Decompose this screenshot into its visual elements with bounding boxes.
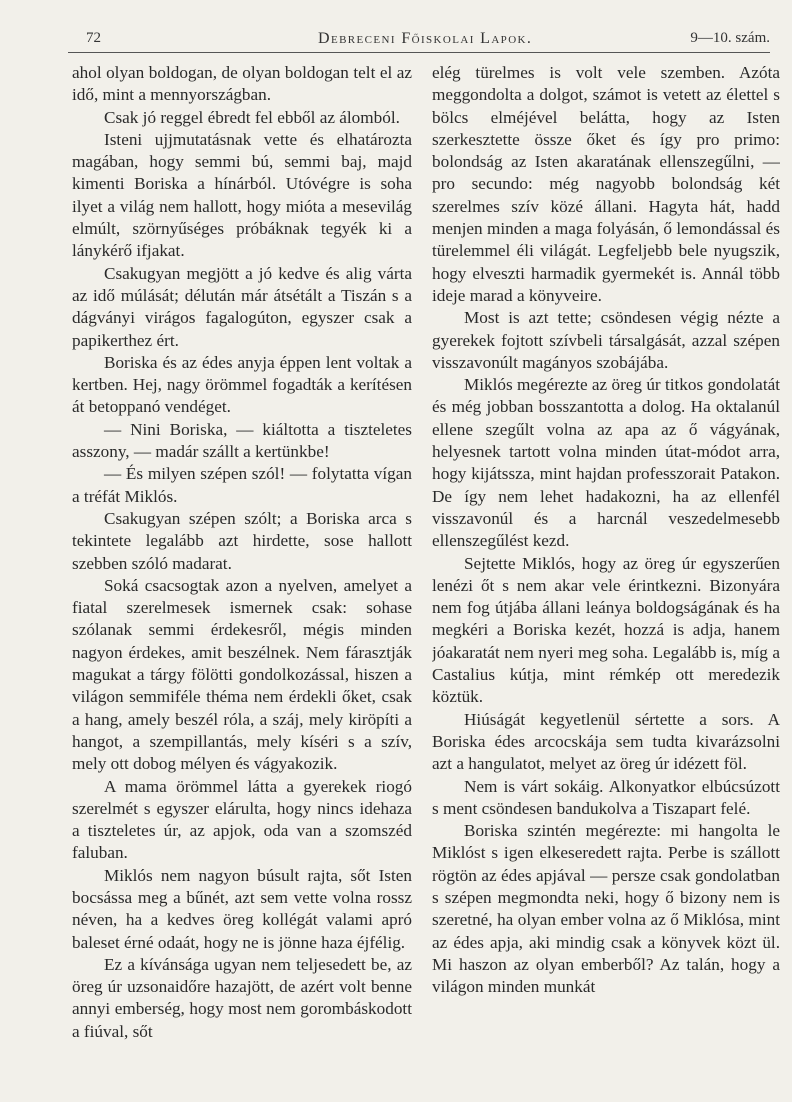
paragraph: Miklós nem nagyon búsult rajta, sőt Isten bocsássa meg a bűnét, azt sem vette volna rossz néven, ha a kedves öreg kollégát valami apró baleset érné odaát, hogy ne is jönne haza éjfélig. — [72, 865, 412, 952]
paragraph: ahol olyan boldogan, de olyan boldogan telt el az idő, mint a mennyországban. — [72, 63, 412, 105]
paragraph: Csakugyan megjött a jó kedve és alig várta az idő múlását; délután már átsétált a Tiszán s a dágványi virágos fagalogúton, egyszer csak a papikerthez ért. — [72, 263, 412, 350]
journal-title: Debreceni Főiskolai Lapok. — [318, 30, 533, 47]
paragraph: Soká csacsogtak azon a nyelven, amelyet a fiatal szerelmesek ismernek csak: sohase szólanak semmi érdekesről, mégis minden nagyon érdekes, amit beszélnek. Nem fárasztják magukat a tárgy fölötti gondolkozással, hiszen a világon semmiféle théma nem érdekli őket, csak a hang, amely beszél róla, a száj, mely kiröpíti a hangot, a szempillantás, mely kíséri s a szív, mely ott dobog mélyen és vágyakozik. — [72, 575, 412, 774]
paragraph: Csakugyan szépen szólt; a Boriska arca s tekintete legalább azt hirdette, sose hallott szebben szóló madarat. — [72, 508, 412, 573]
paragraph: elég türelmes is volt vele szemben. Azóta meggondolta a dolgot, számot is vetett az élettel s bölcs elméjével belátta, hogy az Isten szerkesztette össze őket és így pro primo: bolondság az Isten akaratának ellenszegűlni, — pro secundo: még nagyobb bolondság két szerelmes szív közé állani. Hagyta hát, hadd menjen minden a maga folyásán, ő lemondással és türelemmel éli világát. Legfeljebb bele nyugszik, hogy elveszti harmadik gyermekét is. Annál több ideje marad a könyveire. — [432, 63, 780, 305]
paragraph: — Nini Boriska, — kiáltotta a tiszteletes asszony, — madár szállt a kertünkbe! — [72, 419, 412, 462]
issue-number: 9—10. szám. — [690, 30, 770, 46]
paragraph: Most is azt tette; csöndesen végig nézte a gyerekek fojtott szívbeli társalgását, azzal szépen visszavonúlt magányos szobájába. — [432, 308, 780, 372]
running-header — [68, 30, 770, 54]
paragraph: Ez a kívánsága ugyan nem teljesedett be, az öreg úr uzsonaidőre hazajött, de azért volt benne annyi emberség, hogy most nem gorombáskodott a fiúval, sőt — [72, 954, 412, 1041]
paragraph: Nem is várt sokáig. Alkonyatkor elbúcsúzott s ment csöndesen bandukolva a Tiszapart felé. — [432, 776, 780, 818]
paragraph: Csak jó reggel ébredt fel ebből az álomból. — [104, 107, 400, 127]
paragraph: Sejtette Miklós, hogy az öreg úr egyszerűen lenézi őt s nem akar vele érintkezni. Bizonyára nem fog útjába állani leánya boldogságának és ha megkéri a Boriska kezét, hozzá is adja, hanem jóakaratát nem nyeri meg soha. Legalább is, míg a Castalius kútja, mint rémkép ott meredezik köztük. — [432, 553, 780, 707]
page-number: 72 — [86, 30, 101, 46]
paragraph: Miklós megérezte az öreg úr titkos gondolatát és még jobban bosszantotta a dolog. Ha oktalanúl ellene szegűlt volna az apa az ő vágyának, helyesnek tartott volna minden útat-módot arra, hogy kijátssza, mint hajdan professzorait Patakon. De így nem lehet hadakozni, ha az ellenfél visszavonúl és a harcnál veszedelmesebb ellenszegűlést kezd. — [432, 375, 780, 551]
left-column — [72, 62, 412, 1102]
paragraph: Isteni ujjmutatásnak vette és elhatározta magában, hogy semmi bú, semmi baj, majd kimenti Boriska a hínárból. Utóvégre is soha ilyet a világ nem hallott, hogy mióta a mesevilág elmúlt, szörnyűséges próbáknak tegyék ki a lánykérő ifjakat. — [72, 129, 412, 261]
paragraph: A mama örömmel látta a gyerekek riogó szerelmét s egyszer elárulta, hogy nincs idehaza a tiszteletes úr, az apjok, oda van a szomszéd faluban. — [72, 776, 412, 863]
paragraph: Hiúságát kegyetlenül sértette a sors. A Boriska édes arcocskája sem tudta kivarázsolni azt a hangulatot, melyet az öreg úr idézett föl. — [432, 709, 780, 774]
paragraph: Boriska szintén megérezte: mi hangolta le Miklóst s igen elkeseredett rajta. Perbe is szállott rögtön az édes apjával — persze csak gondolatban s szépen megmondta neki, hogy ő bizony nem is szeretné, ha olyan ember volna az ő Miklósa, mint az édes apja, aki mindig csak a könyvek közt ül. Mi haszon az olyan emberből? Az talán, hogy a világon minden munkát — [432, 821, 780, 997]
paragraph: Boriska és az édes anyja éppen lent voltak a kertben. Hej, nagy örömmel fogadták a kerítésen át betoppanó vendéget. — [72, 352, 412, 417]
header-rule — [68, 52, 770, 53]
right-column — [432, 62, 780, 1102]
paragraph: — És milyen szépen szól! — folytatta vígan a tréfát Miklós. — [72, 464, 412, 506]
